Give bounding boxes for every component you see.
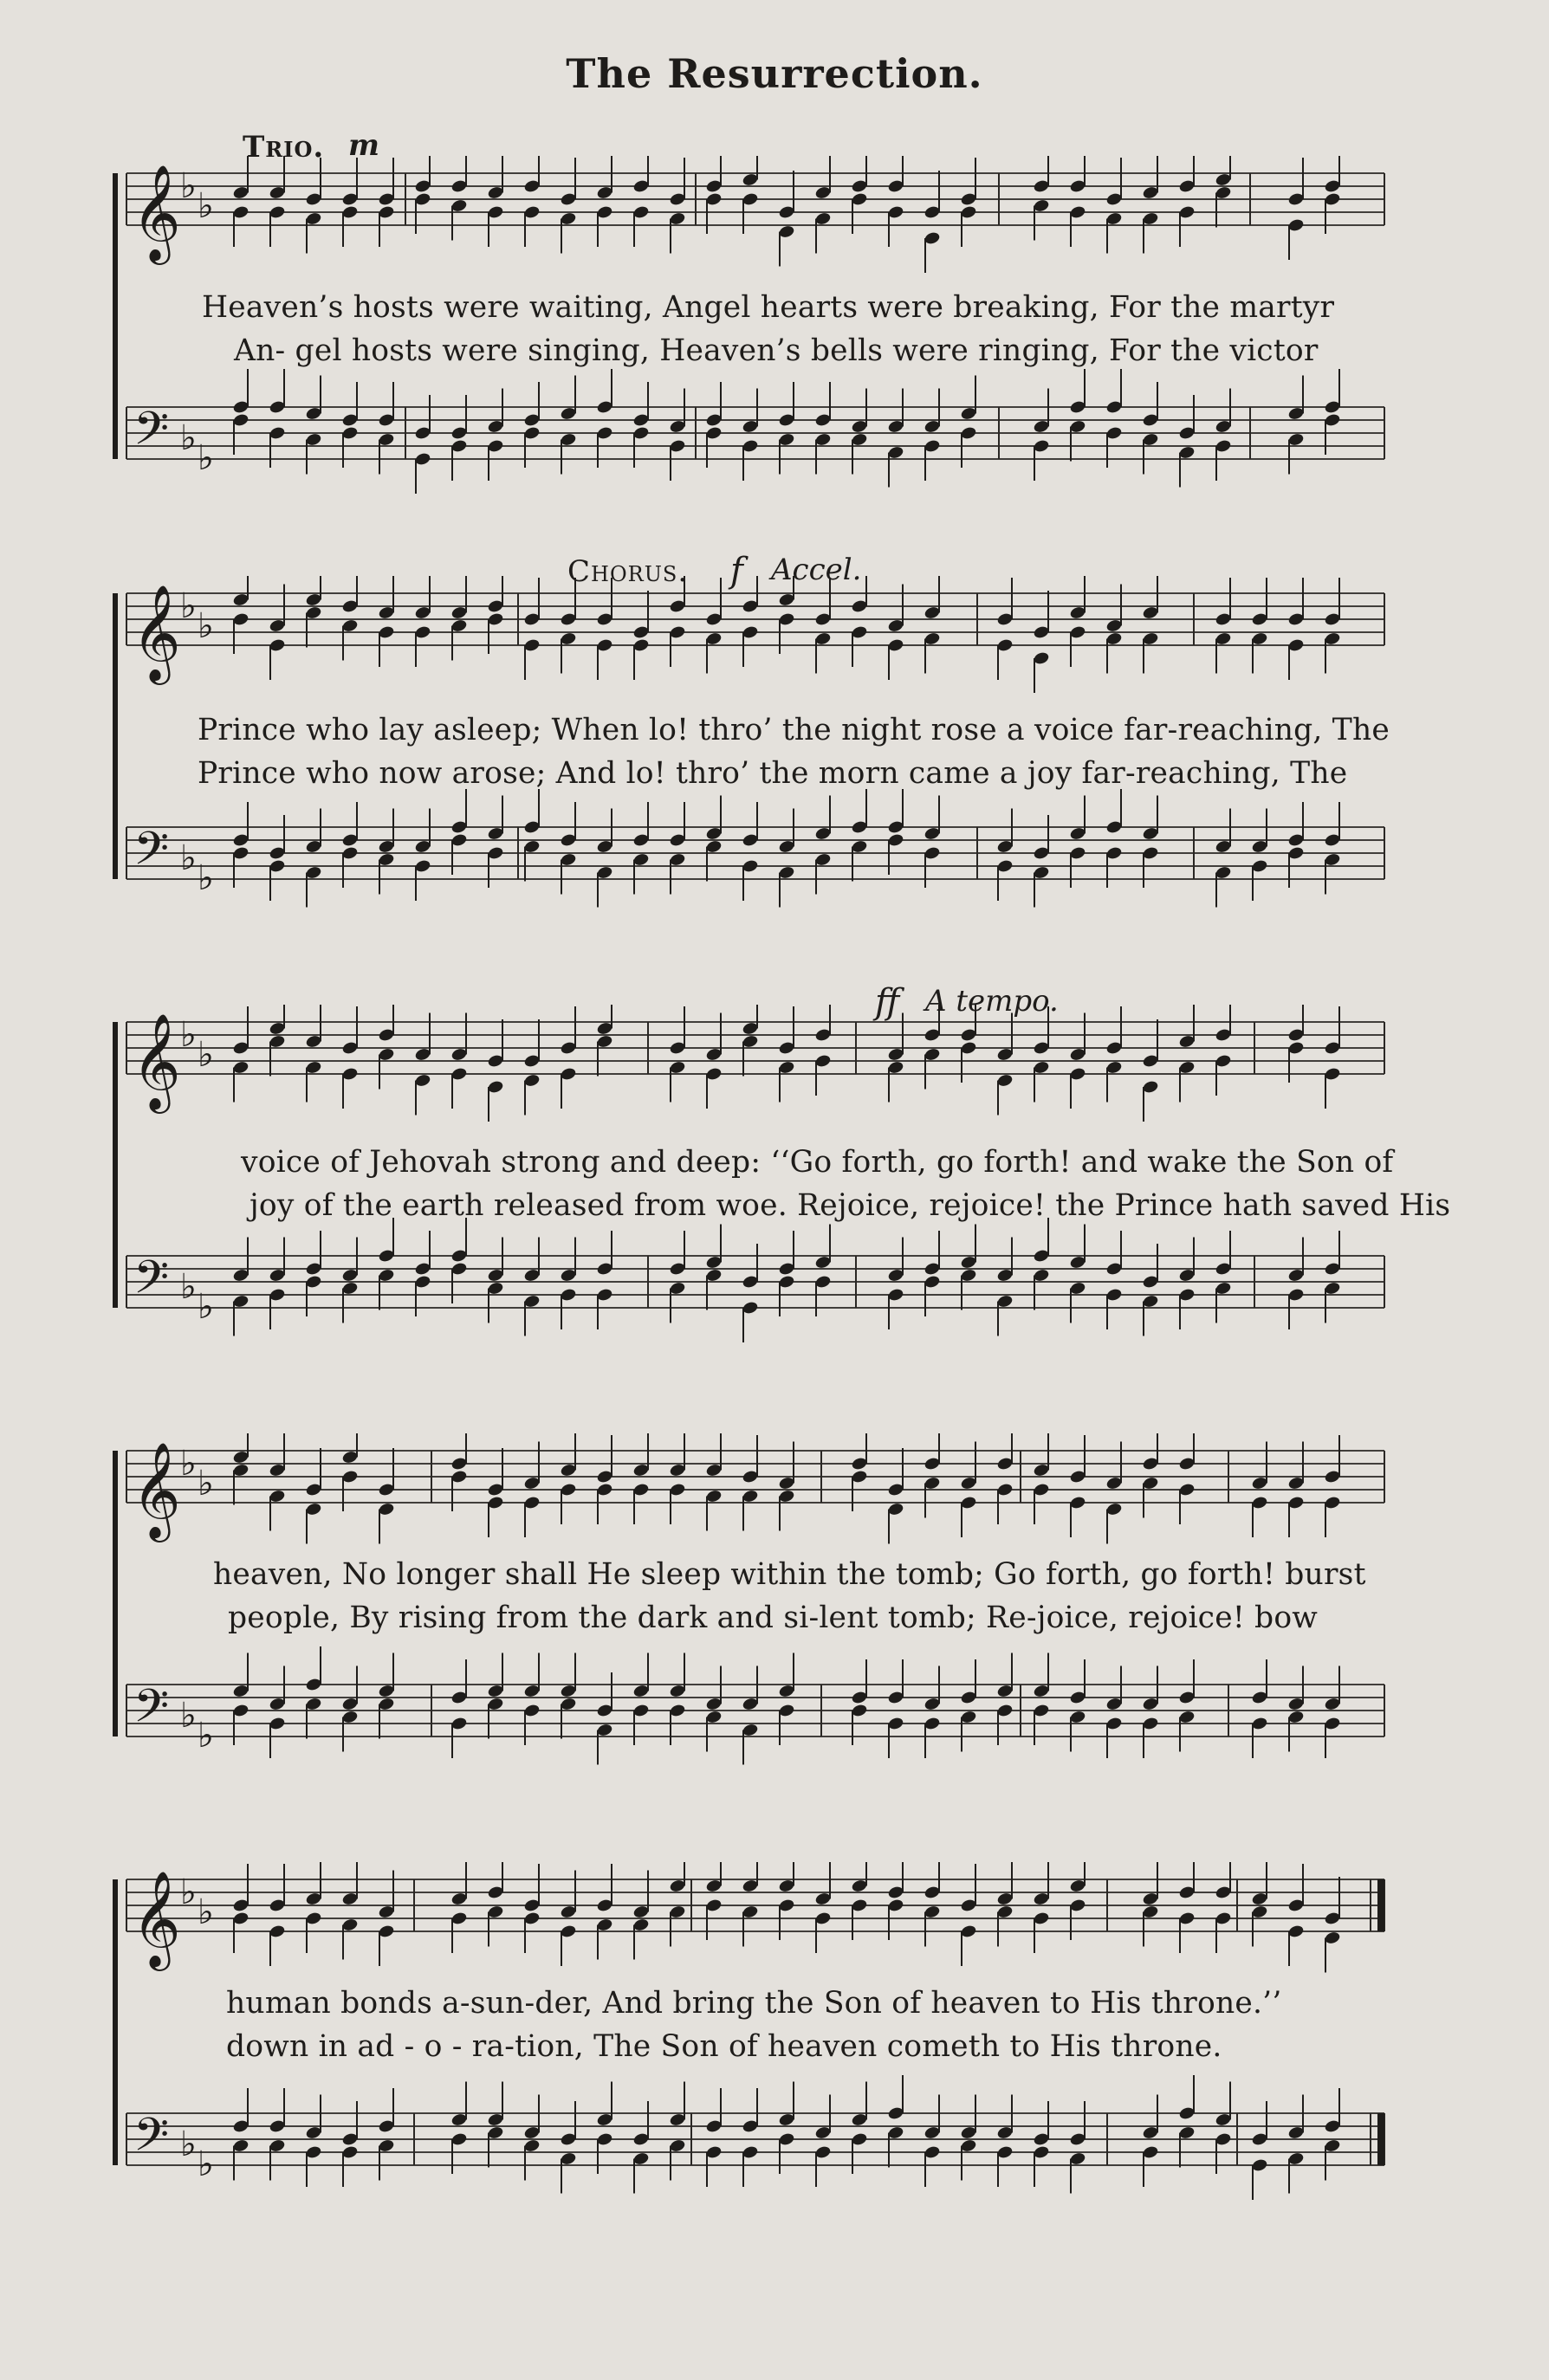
flat-icon: ♭	[180, 418, 197, 458]
music-system-3	[111, 1005, 1451, 1368]
flat-icon: ♭	[180, 1444, 197, 1484]
flat-icon: ♭	[198, 2144, 214, 2184]
flat-icon: ♭	[180, 166, 197, 206]
flat-icon: ♭	[198, 438, 214, 478]
bass-clef-icon: 𝄢	[133, 823, 170, 887]
treble-clef-icon: 𝄞	[132, 1441, 181, 1538]
flat-icon: ♭	[198, 1035, 214, 1075]
flat-icon: ♭	[198, 1287, 214, 1327]
chorus-tempo: Accel.	[771, 553, 862, 587]
treble-clef-icon: 𝄞	[132, 1012, 181, 1109]
lyric-verse-2: down in ad - o - ra-tion, The Son of heaven cometh to His throne.	[226, 2029, 1222, 2064]
flat-icon: ♭	[180, 838, 197, 878]
flat-icon: ♭	[180, 1015, 197, 1055]
flat-icon: ♭	[198, 606, 214, 646]
atempo-dynamic: ff	[875, 982, 900, 1022]
flat-icon: ♭	[198, 1464, 214, 1504]
chorus-marking: Chorus.	[567, 554, 689, 589]
lyric-verse-1: Prince who lay asleep; When lo! thro’ the night rose a voice far-reaching, The	[198, 713, 1390, 747]
bass-clef-icon: 𝄢	[133, 403, 170, 467]
bass-clef-icon: 𝄢	[133, 2109, 170, 2173]
music-system-5	[111, 1862, 1393, 2226]
flat-icon: ♭	[198, 1892, 214, 1932]
flat-icon: ♭	[198, 186, 214, 226]
flat-icon: ♭	[180, 1267, 197, 1307]
atempo-tempo: A tempo.	[925, 984, 1059, 1019]
flat-icon: ♭	[180, 1872, 197, 1912]
trio-marking: Trio.	[243, 130, 325, 165]
lyric-verse-2: joy of the earth released from woe. Rejoice, rejoice! the Prince hath saved His	[250, 1188, 1451, 1223]
staff-graphic	[111, 1005, 1393, 1368]
bass-clef-icon: 𝄢	[133, 1251, 170, 1316]
flat-icon: ♭	[180, 586, 197, 626]
music-system-2	[111, 576, 1393, 940]
page-title: The Resurrection.	[566, 50, 983, 97]
lyric-verse-1: heaven, No longer shall He sleep within the tomb; Go forth, go forth! burst	[213, 1557, 1366, 1592]
lyric-verse-1: Heaven’s hosts were waiting, Angel hearts were breaking, For the martyr	[202, 290, 1335, 325]
treble-clef-icon: 𝄞	[132, 1870, 181, 1967]
lyric-verse-1: voice of Jehovah strong and deep: ‘‘Go forth, go forth! and wake the Son of	[241, 1145, 1394, 1180]
treble-clef-icon: 𝄞	[132, 164, 181, 261]
lyric-verse-2: An- gel hosts were singing, Heaven’s bells were ringing, For the victor	[234, 333, 1319, 368]
flat-icon: ♭	[180, 2125, 197, 2164]
lyric-verse-2: people, By rising from the dark and si-lent tomb; Re-joice, rejoice! bow	[228, 1601, 1319, 1635]
flat-icon: ♭	[180, 1696, 197, 1736]
chorus-dynamic: f	[730, 551, 743, 591]
flat-icon: ♭	[198, 1716, 214, 1756]
treble-clef-icon: 𝄞	[132, 584, 181, 681]
trio-dynamic: m	[348, 128, 379, 163]
lyric-verse-1: human bonds a-sun-der, And bring the Son of heaven to His throne.’’	[226, 1986, 1282, 2021]
lyric-verse-2: Prince who now arose; And lo! thro’ the morn came a joy far-reaching, The	[198, 756, 1348, 791]
music-system-1	[111, 156, 1393, 520]
flat-icon: ♭	[198, 858, 214, 898]
bass-clef-icon: 𝄢	[133, 1680, 170, 1744]
music-system-4	[111, 1433, 1393, 1797]
